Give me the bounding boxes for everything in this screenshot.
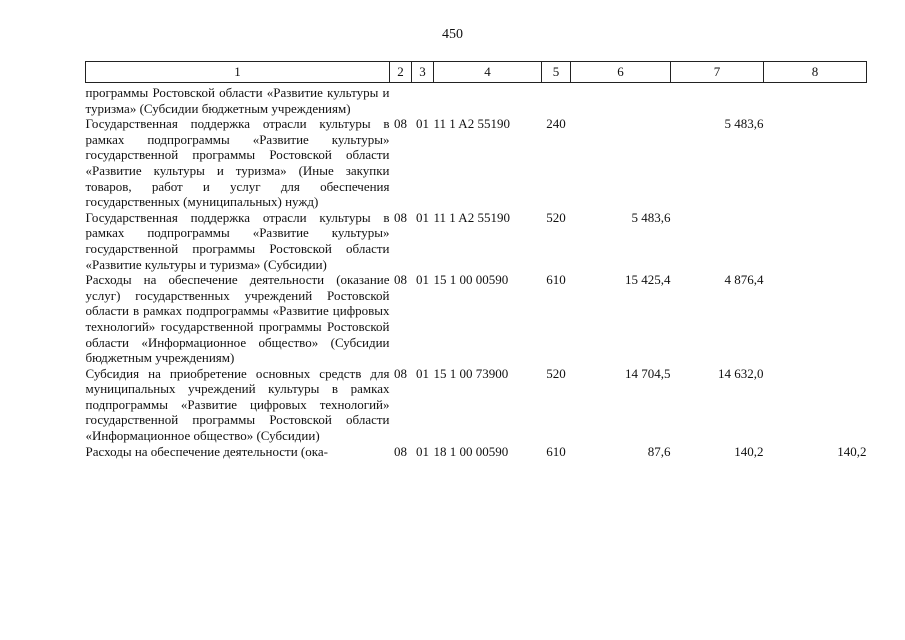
section-code: 08 — [394, 116, 407, 132]
row-description: Расходы на обеспечение деятельности (оказание услуг) государственных учреждений Ростовской области в рамках подпрограммы «Развитие цифровых технологий» государственной программы Ростовской области «Информационное общество» (Субсидии бюджетным учреждениям) — [85, 272, 390, 366]
amount-col7: 5 483,6 — [724, 116, 764, 132]
amount-col8 — [764, 210, 867, 272]
table-row — [86, 116, 867, 210]
row-description: Расходы на обеспечение деятельности (ока- — [85, 443, 328, 459]
target-article-code: 15 1 00 73900 — [433, 365, 509, 381]
amount-col6: 87,6 — [647, 443, 671, 459]
budget-table — [85, 61, 867, 459]
amount-col6: 14 704,5 — [625, 365, 671, 381]
column-header-7: 7 — [671, 62, 764, 83]
subsection-code: 01 — [416, 443, 429, 459]
subsection-code — [412, 83, 434, 117]
expense-type-code: 610 — [546, 272, 566, 288]
table-row — [86, 83, 867, 117]
expense-type-code: 520 — [546, 209, 566, 225]
amount-col7 — [671, 210, 764, 272]
amount-col6 — [571, 83, 671, 117]
section-code: 08 — [394, 365, 407, 381]
table-row — [86, 272, 867, 366]
amount-col6: 5 483,6 — [631, 209, 671, 225]
amount-col6 — [571, 116, 671, 210]
amount-col7 — [671, 83, 764, 117]
row-description: программы Ростовской области «Развитие культуры и туризма» (Субсидии бюджетным учреждениям) — [85, 85, 390, 116]
column-header-1: 1 — [86, 62, 390, 83]
amount-col6: 15 425,4 — [625, 272, 671, 288]
table-row — [86, 210, 867, 272]
target-article-code: 15 1 00 00590 — [433, 272, 509, 288]
expense-type-code: 520 — [546, 365, 566, 381]
section-code: 08 — [394, 443, 407, 459]
subsection-code: 01 — [416, 116, 429, 132]
subsection-code: 01 — [416, 365, 429, 381]
amount-col7: 140,2 — [734, 443, 764, 459]
column-header-5: 5 — [542, 62, 571, 83]
target-article-code: 11 1 A2 55190 — [433, 209, 510, 225]
expense-type-code: 240 — [546, 116, 566, 132]
section-code: 08 — [394, 209, 407, 225]
expense-type-code — [542, 83, 571, 117]
expense-type-code: 610 — [546, 443, 566, 459]
row-description: Государственная поддержка отрасли культуры в рамках подпрограммы «Развитие культуры» государственной программы Ростовской области «Развитие культуры и туризма» (Иные закупки товаров, работ и услуг для обеспечения государственных (муниципальных) нужд) — [85, 116, 390, 210]
section-code: 08 — [394, 272, 407, 288]
amount-col8 — [764, 366, 867, 444]
section-code — [390, 83, 412, 117]
column-header-8: 8 — [764, 62, 867, 83]
target-article-code — [434, 83, 542, 117]
subsection-code: 01 — [416, 209, 429, 225]
amount-col8: 140,2 — [837, 443, 867, 459]
page-number: 450 — [442, 27, 463, 42]
amount-col8 — [764, 83, 867, 117]
table-row — [86, 366, 867, 444]
row-description: Государственная поддержка отрасли культуры в рамках подпрограммы «Развитие культуры» государственной программы Ростовской области «Развитие культуры и туризма» (Субсидии) — [85, 209, 390, 272]
amount-col7: 14 632,0 — [718, 365, 764, 381]
amount-col7: 4 876,4 — [724, 272, 764, 288]
subsection-code: 01 — [416, 272, 429, 288]
column-header-3: 3 — [412, 62, 434, 83]
amount-col8 — [764, 116, 867, 210]
amount-col8 — [764, 272, 867, 366]
header-row — [86, 62, 867, 83]
target-article-code: 11 1 A2 55190 — [433, 116, 510, 132]
target-article-code: 18 1 00 00590 — [433, 443, 509, 459]
column-header-6: 6 — [571, 62, 671, 83]
column-header-2: 2 — [390, 62, 412, 83]
row-description: Субсидия на приобретение основных средств для муниципальных учреждений культуры в рамках подпрограммы «Развитие цифровых технологий» государственной программы Ростовской области «Информационное общество» (Субсидии) — [85, 365, 390, 444]
table-row — [86, 444, 867, 460]
column-header-4: 4 — [434, 62, 542, 83]
